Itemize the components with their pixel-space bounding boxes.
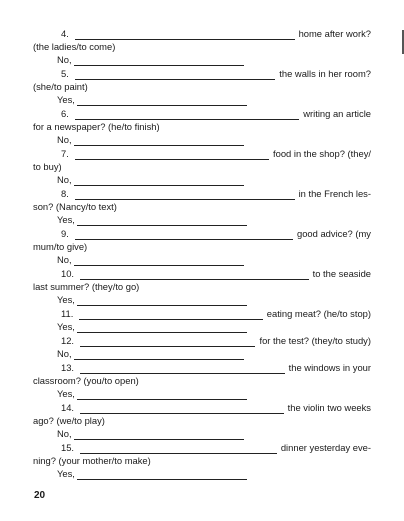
item-continuation: (the ladies/to come) <box>33 41 116 52</box>
exercise-item-8 <box>33 187 371 200</box>
item-number: 12. <box>61 335 75 346</box>
response-line <box>57 427 371 440</box>
item-continuation: ago? (we/to play) <box>33 415 105 426</box>
response-line <box>57 387 371 400</box>
response-line <box>57 213 371 226</box>
item-prompt: food in the shop? (they/ <box>273 148 371 159</box>
exercise-item-14 <box>33 401 371 414</box>
item-number: 7. <box>61 148 69 159</box>
response-blank[interactable] <box>77 215 247 226</box>
response-blank[interactable] <box>74 349 244 360</box>
exercise-item-5 <box>33 67 371 80</box>
response-blank[interactable] <box>77 322 247 333</box>
item-number: 5. <box>61 68 69 79</box>
response-line <box>57 293 371 306</box>
answer-blank[interactable] <box>80 403 284 414</box>
response-blank[interactable] <box>74 429 244 440</box>
response-word: Yes, <box>57 388 75 399</box>
item-prompt: good advice? (my <box>297 228 371 239</box>
response-blank[interactable] <box>77 469 247 480</box>
item-continuation: mum/to give) <box>33 241 88 252</box>
response-word: No, <box>57 254 72 265</box>
item-continuation: (she/to paint) <box>33 81 88 92</box>
exercise-item-15 <box>33 441 371 454</box>
response-blank[interactable] <box>77 95 247 106</box>
item-number: 8. <box>61 188 69 199</box>
item-continuation: son? (Nancy/to text) <box>33 201 117 212</box>
answer-blank[interactable] <box>80 269 309 280</box>
exercise-item-12 <box>33 334 371 347</box>
item-number: 9. <box>61 228 69 239</box>
item-number: 10. <box>61 268 75 279</box>
item-number: 6. <box>61 108 69 119</box>
item-continuation: for a newspaper? (he/to finish) <box>33 121 160 132</box>
response-word: Yes, <box>57 214 75 225</box>
item-prompt: writing an article <box>303 108 371 119</box>
item-prompt: in the French les- <box>298 188 371 199</box>
response-blank[interactable] <box>77 389 247 400</box>
item-number: 4. <box>61 28 69 39</box>
item-prompt: the walls in her room? <box>279 68 371 79</box>
response-blank[interactable] <box>74 175 244 186</box>
item-prompt: dinner yesterday eve- <box>280 442 371 453</box>
item-prompt: the windows in your <box>288 362 371 373</box>
item-number: 11. <box>61 308 74 319</box>
exercise-item-9 <box>33 227 371 240</box>
item-prompt: for the test? (they/to study) <box>259 335 371 346</box>
response-line <box>57 133 371 146</box>
response-line <box>57 320 371 333</box>
response-word: No, <box>57 54 72 65</box>
answer-blank[interactable] <box>80 443 277 454</box>
response-line <box>57 173 371 186</box>
item-prompt: home after work? <box>298 28 371 39</box>
item-number: 15. <box>61 442 75 453</box>
item-continuation: ning? (your mother/to make) <box>33 455 151 466</box>
item-number: 14. <box>61 402 75 413</box>
response-blank[interactable] <box>74 255 244 266</box>
response-blank[interactable] <box>74 135 244 146</box>
response-word: Yes, <box>57 294 75 305</box>
answer-blank[interactable] <box>75 229 293 240</box>
exercise-item-7 <box>33 147 371 160</box>
response-word: No, <box>57 174 72 185</box>
response-line <box>57 53 371 66</box>
page-number: 20 <box>34 490 46 501</box>
response-word: No, <box>57 134 72 145</box>
item-prompt: eating meat? (he/to stop) <box>266 308 371 319</box>
answer-blank[interactable] <box>80 363 285 374</box>
item-prompt: to the seaside <box>312 268 371 279</box>
exercise-item-6 <box>33 107 371 120</box>
answer-blank[interactable] <box>79 309 262 320</box>
item-prompt: the violin two weeks <box>287 402 371 413</box>
response-line <box>57 467 371 480</box>
response-blank[interactable] <box>74 55 244 66</box>
exercise-item-4 <box>33 27 371 40</box>
item-continuation: to buy) <box>33 161 62 172</box>
response-line <box>57 93 371 106</box>
exercise-item-10 <box>33 267 371 280</box>
answer-blank[interactable] <box>80 336 255 347</box>
answer-blank[interactable] <box>75 189 295 200</box>
exercise-item-13 <box>33 361 371 374</box>
response-word: Yes, <box>57 321 75 332</box>
response-line <box>57 253 371 266</box>
exercise-item-11 <box>33 307 371 320</box>
response-word: Yes, <box>57 468 75 479</box>
item-number: 13. <box>61 362 75 373</box>
response-word: No, <box>57 348 72 359</box>
answer-blank[interactable] <box>75 69 275 80</box>
response-line <box>57 347 371 360</box>
item-continuation: last summer? (they/to go) <box>33 281 140 292</box>
response-word: No, <box>57 428 72 439</box>
answer-blank[interactable] <box>75 149 269 160</box>
response-word: Yes, <box>57 94 75 105</box>
answer-blank[interactable] <box>75 29 295 40</box>
answer-blank[interactable] <box>75 109 299 120</box>
response-blank[interactable] <box>77 295 247 306</box>
item-continuation: classroom? (you/to open) <box>33 375 139 386</box>
